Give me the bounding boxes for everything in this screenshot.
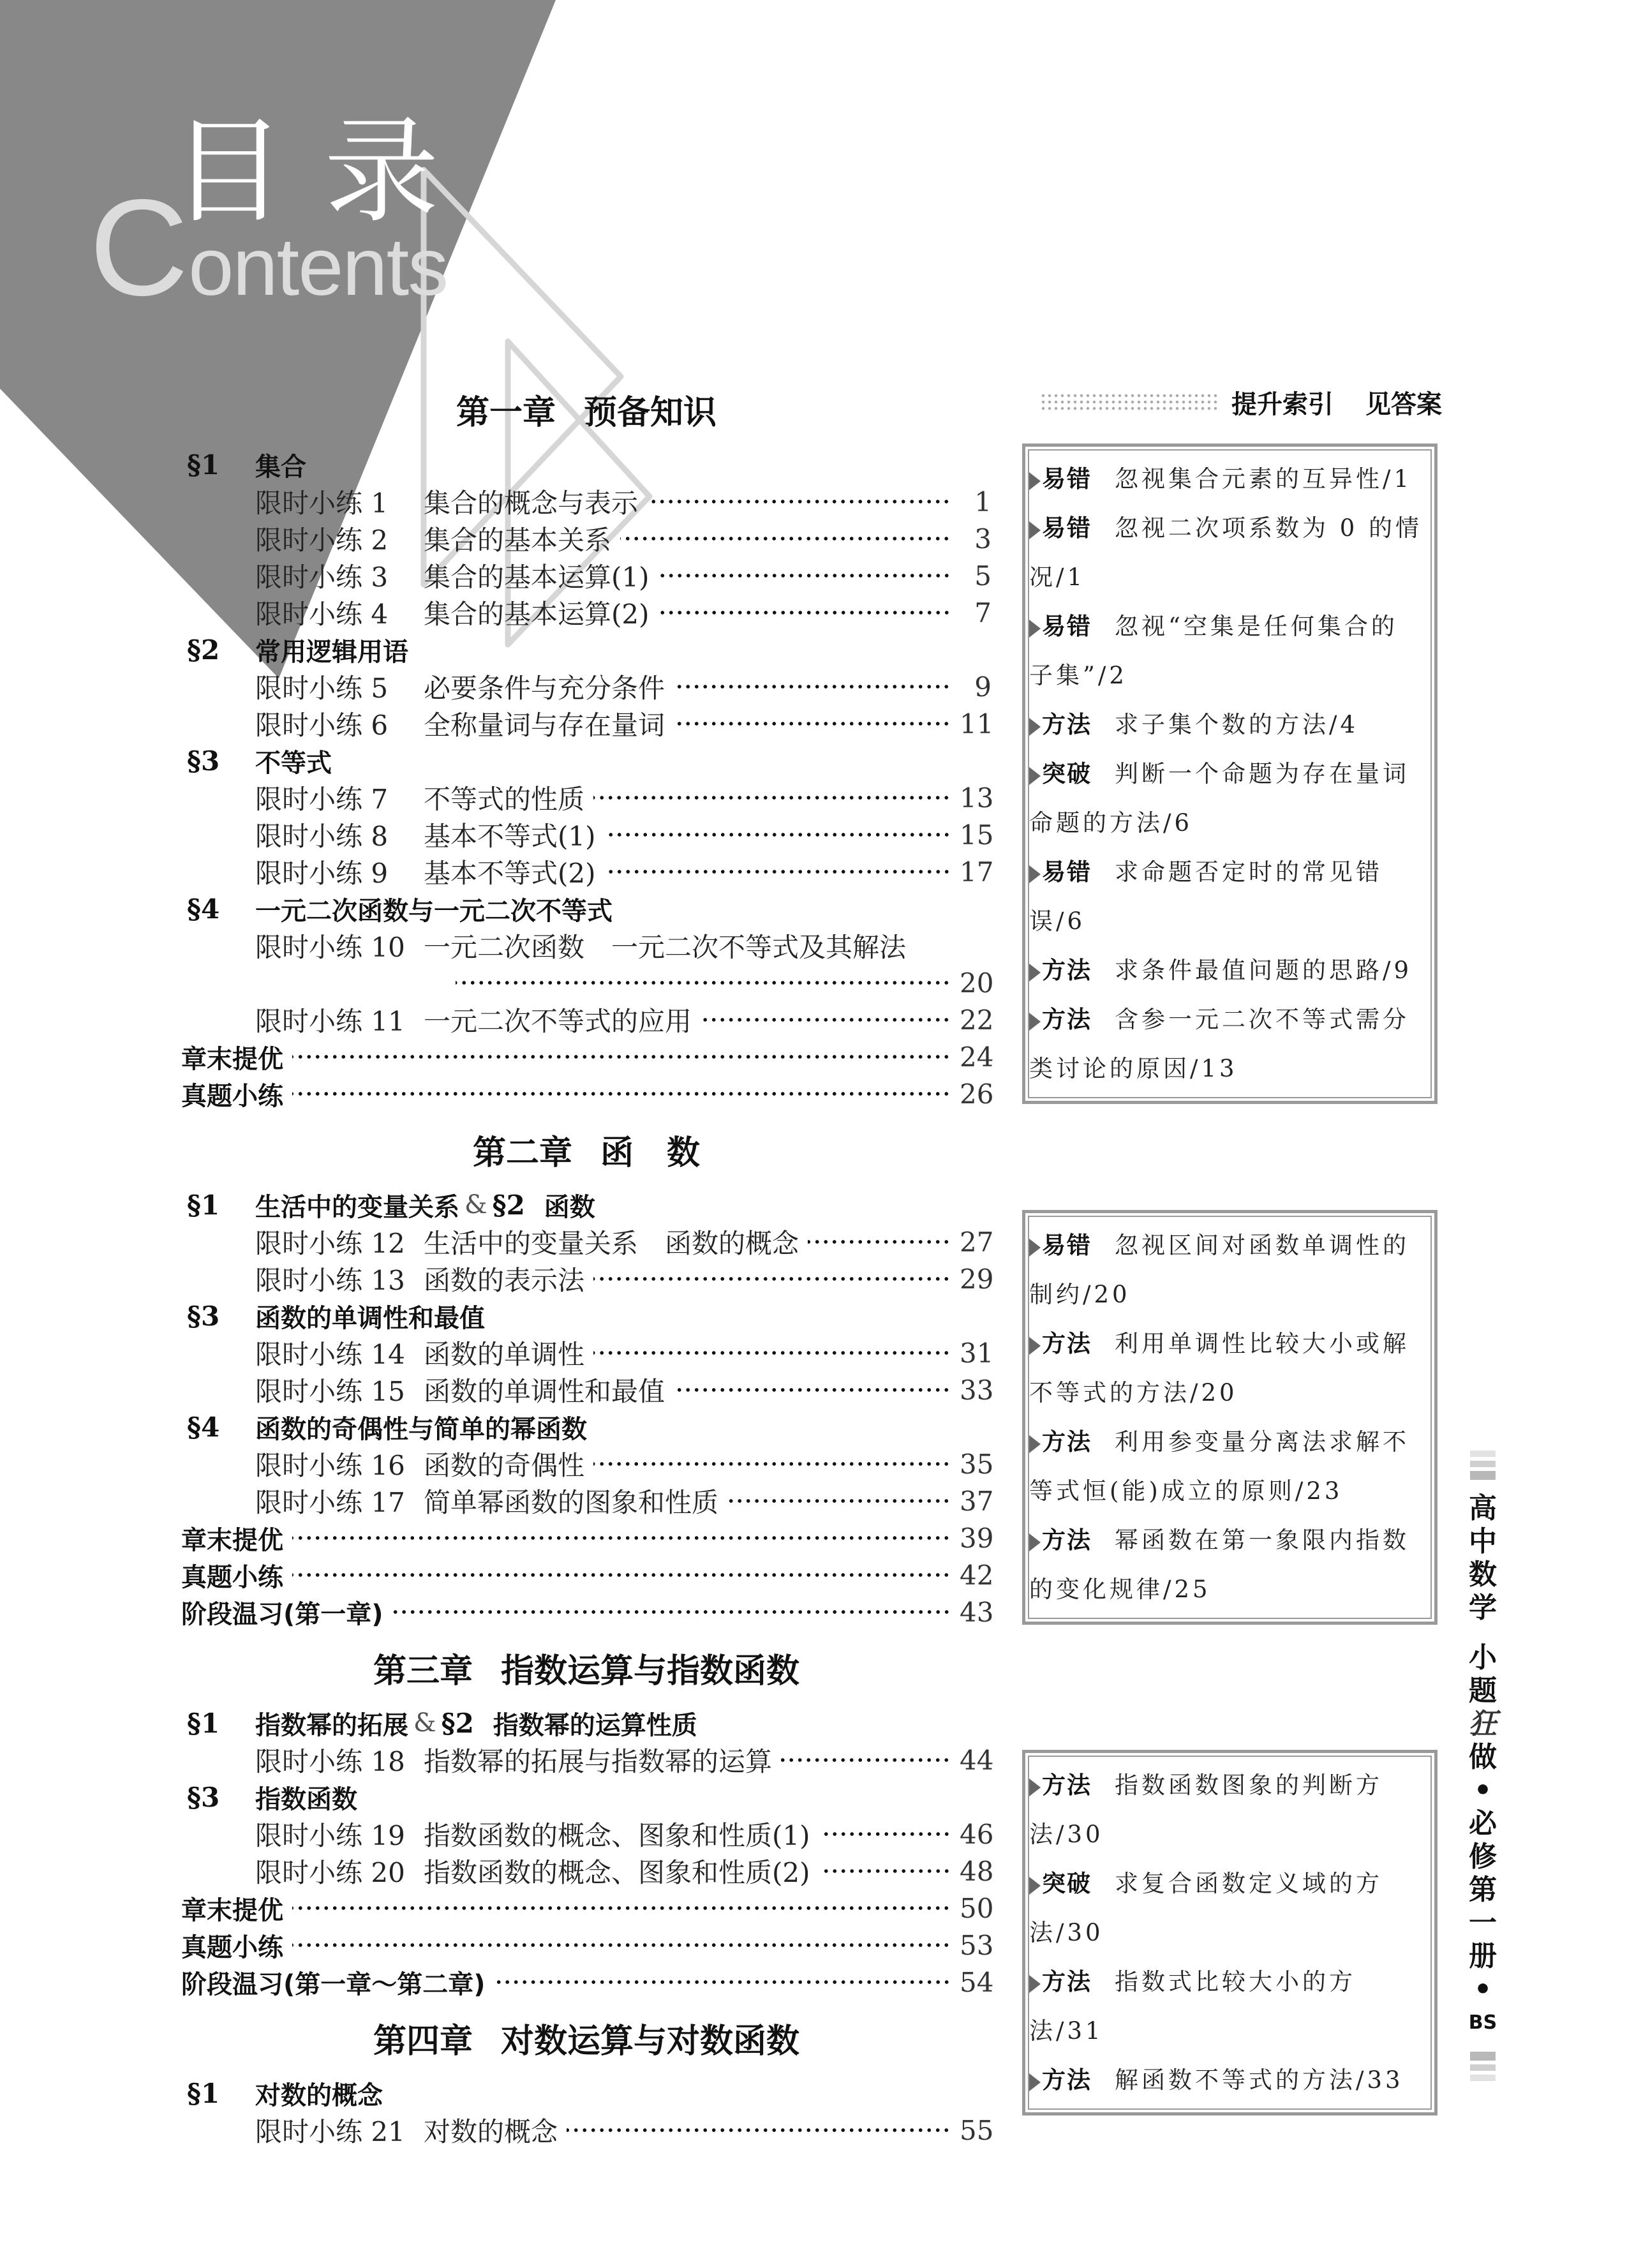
section-number: §4 — [187, 1411, 220, 1443]
chapter-title: 指数运算与指数函数 — [501, 1652, 800, 1690]
toc-entry[interactable] — [181, 853, 992, 890]
exercise-title: 指数函数的概念、图象和性质(1) — [424, 1820, 810, 1851]
index-tag: 方法 — [1042, 957, 1092, 984]
chapter-number: 第一章 — [456, 393, 556, 432]
section-number: §1 — [187, 1707, 220, 1739]
index-tag: 易错 — [1042, 465, 1092, 493]
exercise-label: 限时小练 16 — [255, 1450, 405, 1481]
ampersand: & — [464, 1190, 487, 1220]
index-header — [1040, 383, 1442, 421]
exercise-label: 限时小练 10 — [255, 932, 405, 963]
page-number: 13 — [960, 782, 994, 814]
toc-entry[interactable] — [181, 1519, 992, 1556]
index-entry[interactable] — [1029, 1516, 1424, 1614]
section-heading[interactable] — [181, 631, 992, 668]
triangle-bullet-icon — [1029, 767, 1041, 785]
dot-leader — [605, 832, 951, 838]
exercise-title: 必要条件与充分条件 — [424, 673, 665, 704]
section-title: 指数函数 — [255, 1784, 357, 1814]
spine-edition: BS — [1468, 2011, 1497, 2034]
section-number: §1 — [187, 449, 220, 481]
exercise-title: 函数的表示法 — [424, 1265, 585, 1296]
index-entry[interactable] — [1029, 1221, 1424, 1319]
index-entry[interactable] — [1029, 504, 1424, 602]
triangle-bullet-icon — [1029, 865, 1041, 883]
exercise-label: 限时小练 20 — [255, 1857, 405, 1888]
section-heading[interactable] — [181, 446, 992, 483]
dot-leader — [658, 609, 951, 616]
page-number: 24 — [960, 1041, 994, 1073]
index-tag: 易错 — [1042, 613, 1092, 640]
index-text: 忽视区间对函数单调性的制约/20 — [1029, 1232, 1409, 1308]
index-tag: 方法 — [1042, 1006, 1092, 1033]
table-of-contents — [181, 372, 992, 2149]
title-initial: C — [89, 170, 189, 324]
index-entry[interactable] — [1029, 1859, 1424, 1957]
section-title: 对数的概念 — [255, 2080, 383, 2110]
page-number: 11 — [960, 708, 994, 740]
entry-title: 真题小练 — [181, 1932, 283, 1962]
index-text: 求条件最值问题的思路/9 — [1115, 957, 1413, 984]
page-number: 46 — [960, 1818, 994, 1850]
index-text: 利用参变量分离法求解不等式恒(能)成立的原则/23 — [1029, 1428, 1409, 1505]
dot-leader — [808, 1239, 951, 1245]
index-box-chapter-1 — [1022, 444, 1438, 1104]
decor-bar — [1470, 2052, 1496, 2061]
page-title: 目录 — [171, 105, 478, 239]
dot-leader — [781, 1757, 951, 1763]
index-entry[interactable] — [1029, 602, 1424, 700]
toc-entry[interactable] — [181, 1742, 992, 1779]
index-tag: 突破 — [1042, 760, 1092, 787]
dot-leader — [819, 1868, 951, 1874]
index-entry[interactable] — [1029, 946, 1424, 995]
index-tag: 易错 — [1042, 1232, 1092, 1259]
section-number: §2 — [187, 634, 220, 666]
dot-leader — [593, 1461, 951, 1467]
index-box-chapter-2 — [1022, 1210, 1438, 1625]
exercise-title: 基本不等式(1) — [424, 821, 596, 852]
index-tag: 易错 — [1042, 858, 1092, 886]
exercise-label: 限时小练 2 — [255, 525, 389, 556]
triangle-bullet-icon — [1029, 1013, 1041, 1031]
index-text: 忽视“空集是任何集合的子集”/2 — [1029, 613, 1398, 689]
dot-leader — [292, 1091, 951, 1097]
index-text: 忽视集合元素的互异性/1 — [1115, 465, 1413, 493]
index-tag: 方法 — [1042, 1330, 1092, 1357]
triangle-bullet-icon — [1029, 2073, 1041, 2091]
page-number: 26 — [960, 1078, 994, 1110]
toc-entry[interactable] — [181, 1445, 992, 1482]
section-heading[interactable] — [181, 1779, 992, 1816]
dot-leader — [701, 1017, 951, 1023]
page-number: 29 — [960, 1263, 994, 1295]
page-number: 3 — [974, 523, 992, 555]
index-box-chapter-3 — [1022, 1750, 1438, 2115]
book-spine-title — [1465, 1449, 1501, 2083]
page-number: 55 — [960, 2114, 994, 2146]
dot-leader — [727, 1498, 951, 1504]
index-tag: 易错 — [1042, 514, 1092, 542]
page-number: 54 — [960, 1966, 994, 1998]
page-number: 53 — [960, 1929, 994, 1961]
triangle-bullet-icon — [1029, 1337, 1041, 1355]
toc-entry[interactable] — [181, 1964, 992, 2001]
section-heading[interactable] — [181, 1297, 992, 1334]
toc-entry[interactable] — [181, 557, 992, 594]
index-tag: 方法 — [1042, 1428, 1092, 1456]
section-number: §1 — [187, 2077, 220, 2109]
entry-title: 真题小练 — [181, 1081, 283, 1111]
page-number: 22 — [960, 1004, 994, 1036]
chapter-title: 预备知识 — [584, 393, 717, 432]
section-title: 函数的单调性和最值 — [255, 1303, 485, 1333]
index-entry[interactable] — [1029, 2055, 1424, 2105]
exercise-title: 集合的概念与表示 — [424, 488, 639, 519]
section-number: §1 — [187, 1189, 220, 1221]
index-tag: 方法 — [1042, 2066, 1092, 2094]
exercise-label: 限时小练 15 — [255, 1376, 405, 1407]
triangle-bullet-icon — [1029, 1779, 1041, 1796]
dot-leader — [567, 2127, 951, 2133]
index-tag: 突破 — [1042, 1870, 1092, 1897]
exercise-label: 限时小练 12 — [255, 1228, 405, 1259]
section-title: 生活中的变量关系 — [255, 1192, 459, 1222]
page-number: 42 — [960, 1559, 994, 1591]
spine-separator: • — [1473, 1973, 1492, 2006]
exercise-title: 全称量词与存在量词 — [424, 710, 665, 741]
toc-entry[interactable] — [181, 594, 992, 631]
dot-leader — [819, 1831, 951, 1837]
title-rest: ontents — [188, 221, 448, 313]
page-number: 17 — [960, 856, 994, 888]
dot-leader — [292, 1535, 951, 1541]
index-entry[interactable] — [1029, 995, 1424, 1093]
spine-subject — [1467, 1492, 1498, 1625]
index-entry[interactable] — [1029, 749, 1424, 847]
page-number: 50 — [960, 1892, 994, 1924]
toc-entry[interactable] — [181, 1556, 992, 1593]
exercise-title: 集合的基本关系 — [424, 525, 612, 556]
exercise-title: 一元二次函数 一元二次不等式及其解法 — [424, 932, 907, 963]
index-text: 忽视二次项系数为 0 的情况/1 — [1029, 514, 1423, 591]
dot-leader — [674, 720, 951, 727]
dot-leader — [593, 1350, 951, 1356]
toc-entry[interactable] — [181, 1038, 992, 1075]
triangle-bullet-icon — [1029, 521, 1041, 539]
entry-title: 章末提优 — [181, 1525, 283, 1555]
dot-leader — [658, 572, 951, 579]
index-tag: 方法 — [1042, 1968, 1092, 1996]
section-number: §2 — [441, 1707, 474, 1739]
section-number: §3 — [187, 1300, 220, 1332]
toc-entry[interactable] — [181, 705, 992, 742]
exercise-title: 对数的概念 — [424, 2116, 558, 2147]
spine-series-char: 题 — [1469, 1675, 1497, 1707]
page-number: 27 — [960, 1226, 994, 1258]
chapter-heading — [181, 372, 992, 446]
index-entry[interactable] — [1029, 1761, 1424, 1859]
exercise-title: 基本不等式(2) — [424, 858, 596, 889]
page-number: 33 — [960, 1374, 994, 1406]
index-entry[interactable] — [1029, 1417, 1424, 1516]
dot-leader — [647, 498, 951, 505]
toc-entry[interactable] — [181, 520, 992, 557]
triangle-bullet-icon — [1029, 1533, 1041, 1551]
dot-leader — [292, 1054, 951, 1060]
section-title: 函数 — [544, 1192, 595, 1222]
toc-entry[interactable] — [181, 1482, 992, 1519]
ampersand: & — [413, 1708, 436, 1738]
section-title: 一元二次函数与一元二次不等式 — [255, 896, 613, 926]
exercise-label: 限时小练 3 — [255, 562, 389, 593]
chapter-number: 第三章 — [373, 1652, 473, 1690]
dot-leader — [292, 1572, 951, 1578]
chapter-number: 第二章 — [472, 1133, 572, 1172]
dot-leader — [456, 980, 951, 986]
toc-entry[interactable] — [181, 1890, 992, 1927]
section-number: §3 — [187, 1781, 220, 1813]
exercise-label: 限时小练 21 — [255, 2116, 405, 2147]
exercise-title: 函数的奇偶性 — [424, 1450, 585, 1481]
page-number: 48 — [960, 1855, 994, 1887]
index-text: 幂函数在第一象限内指数的变化规律/25 — [1029, 1526, 1409, 1603]
page-number: 1 — [974, 486, 992, 518]
exercise-title: 指数函数的概念、图象和性质(2) — [424, 1857, 810, 1888]
section-title: 不等式 — [255, 748, 332, 778]
toc-entry[interactable] — [181, 779, 992, 816]
page-number: 15 — [960, 819, 994, 851]
spine-volume — [1467, 1807, 1498, 1973]
exercise-title: 函数的单调性和最值 — [424, 1376, 665, 1407]
page-number: 9 — [974, 671, 992, 703]
exercise-title: 一元二次不等式的应用 — [424, 1006, 692, 1037]
exercise-label: 限时小练 14 — [255, 1339, 405, 1370]
exercise-label: 限时小练 18 — [255, 1746, 405, 1777]
section-heading[interactable] — [181, 1408, 992, 1445]
entry-title: 阶段温习(第一章) — [181, 1599, 383, 1629]
toc-entry[interactable] — [181, 1927, 992, 1964]
index-text: 判断一个命题为存在量词命题的方法/6 — [1029, 760, 1409, 837]
page-number: 39 — [960, 1522, 994, 1554]
exercise-label: 限时小练 8 — [255, 821, 389, 852]
spine-series-char: 狂 — [1469, 1708, 1497, 1740]
section-number: §3 — [187, 745, 220, 777]
exercise-title: 简单幂函数的图象和性质 — [424, 1487, 719, 1518]
exercise-label: 限时小练 9 — [255, 858, 389, 889]
exercise-label: 限时小练 13 — [255, 1265, 405, 1296]
index-entry[interactable] — [1029, 1957, 1424, 2055]
chapter-title: 对数运算与对数函数 — [501, 2022, 800, 2061]
dot-leader — [674, 683, 951, 690]
index-tag: 方法 — [1042, 1526, 1092, 1554]
section-number: §2 — [492, 1189, 525, 1221]
dot-leader — [593, 795, 951, 801]
index-text: 含参一元二次不等式需分类讨论的原因/13 — [1029, 1006, 1409, 1082]
index-entry[interactable] — [1029, 1319, 1424, 1417]
exercise-label: 限时小练 17 — [255, 1487, 405, 1518]
dot-leader — [605, 869, 951, 875]
page-number: 31 — [960, 1337, 994, 1369]
index-tag: 方法 — [1042, 1772, 1092, 1799]
index-text: 指数式比较大小的方法/31 — [1029, 1968, 1356, 2045]
decor-bar — [1470, 2064, 1496, 2071]
index-label: 提升索引 — [1231, 389, 1334, 419]
toc-entry[interactable] — [181, 816, 992, 853]
dot-leader — [674, 1387, 951, 1393]
index-entry[interactable] — [1029, 700, 1424, 749]
exercise-label: 限时小练 7 — [255, 784, 389, 815]
spine-volume-text: 必修第一册 — [1469, 1807, 1497, 1973]
section-heading[interactable] — [181, 1186, 992, 1223]
toc-entry[interactable] — [181, 1001, 992, 1038]
decor-bar — [1470, 2075, 1496, 2081]
toc-entry[interactable] — [181, 1593, 992, 1630]
exercise-title: 生活中的变量关系 函数的概念 — [424, 1228, 799, 1259]
toc-entry[interactable] — [181, 1371, 992, 1408]
index-text: 指数函数图象的判断方法/30 — [1029, 1772, 1383, 1848]
index-entry[interactable] — [1029, 454, 1424, 504]
triangle-bullet-icon — [1029, 964, 1041, 981]
triangle-bullet-icon — [1029, 1975, 1041, 1993]
triangle-bullet-icon — [1029, 1435, 1041, 1453]
spine-series-char: 做 — [1469, 1741, 1497, 1773]
spine-series-char: 小 — [1469, 1641, 1497, 1674]
triangle-bullet-icon — [1029, 718, 1041, 736]
page-number: 44 — [960, 1744, 994, 1776]
index-text: 求子集个数的方法/4 — [1115, 711, 1359, 738]
triangle-bullet-icon — [1029, 1239, 1041, 1257]
triangle-bullet-icon — [1029, 472, 1041, 490]
entry-title: 章末提优 — [181, 1044, 283, 1074]
chapter-number: 第四章 — [373, 2022, 473, 2061]
spine-subject-text: 高中数学 — [1469, 1492, 1497, 1624]
toc-entry[interactable] — [181, 1260, 992, 1297]
decor-bar — [1470, 1461, 1496, 1467]
toc-entry[interactable] — [181, 927, 992, 964]
exercise-label: 限时小练 1 — [255, 488, 389, 519]
index-text: 解函数不等式的方法/33 — [1115, 2066, 1404, 2094]
chapter-heading — [181, 2001, 992, 2075]
toc-entry-continuation[interactable] — [181, 964, 992, 1001]
index-tag: 方法 — [1042, 711, 1092, 738]
section-title: 集合 — [255, 452, 306, 482]
dot-leader — [494, 1979, 951, 1985]
section-heading[interactable] — [181, 742, 992, 779]
triangle-bullet-icon — [1029, 620, 1041, 638]
entry-title: 阶段温习(第一章～第二章) — [181, 1969, 486, 1999]
toc-entry[interactable] — [181, 1075, 992, 1112]
dot-leader — [392, 1609, 951, 1615]
exercise-label: 限时小练 11 — [255, 1006, 405, 1037]
exercise-title: 集合的基本运算(2) — [424, 599, 650, 630]
chevron-pattern-icon — [1040, 392, 1220, 412]
section-number: §4 — [187, 893, 220, 925]
index-text: 求命题否定时的常见错误/6 — [1029, 858, 1383, 935]
exercise-label: 限时小练 6 — [255, 710, 389, 741]
answer-label: 见答案 — [1365, 389, 1442, 419]
index-entry[interactable] — [1029, 847, 1424, 946]
page-number: 20 — [960, 967, 994, 999]
page-number: 35 — [960, 1448, 994, 1480]
triangle-bullet-icon — [1029, 1877, 1041, 1895]
page-number: 37 — [960, 1485, 994, 1517]
toc-entry[interactable] — [181, 668, 992, 705]
section-title: 指数幂的运算性质 — [493, 1710, 697, 1740]
index-text: 利用单调性比较大小或解不等式的方法/20 — [1029, 1330, 1409, 1406]
toc-entry[interactable] — [181, 483, 992, 520]
entry-title: 真题小练 — [181, 1562, 283, 1592]
page-number: 7 — [974, 597, 992, 629]
chapter-heading — [181, 1630, 992, 1705]
exercise-title: 指数幂的拓展与指数幂的运算 — [424, 1746, 773, 1777]
section-title: 函数的奇偶性与简单的幂函数 — [255, 1414, 587, 1444]
dot-leader — [292, 1905, 951, 1911]
dot-leader — [620, 535, 951, 542]
toc-entry[interactable] — [181, 1816, 992, 1853]
exercise-label: 限时小练 4 — [255, 599, 389, 630]
entry-title: 章末提优 — [181, 1895, 283, 1925]
dot-leader — [593, 1276, 951, 1282]
page-number: 43 — [960, 1596, 994, 1628]
spine-separator: • — [1473, 1774, 1492, 1807]
exercise-title: 集合的基本运算(1) — [424, 562, 650, 593]
page-title-english — [89, 170, 448, 324]
exercise-title: 函数的单调性 — [424, 1339, 585, 1370]
toc-entry[interactable] — [181, 1223, 992, 1260]
chapter-title: 函 数 — [600, 1133, 701, 1172]
exercise-label: 限时小练 19 — [255, 1820, 405, 1851]
toc-entry[interactable] — [181, 1334, 992, 1371]
exercise-label: 限时小练 5 — [255, 673, 389, 704]
section-title: 常用逻辑用语 — [255, 637, 408, 667]
chapter-heading — [181, 1112, 992, 1186]
section-heading[interactable] — [181, 1705, 992, 1742]
toc-entry[interactable] — [181, 1853, 992, 1890]
section-heading[interactable] — [181, 890, 992, 927]
decor-bar — [1470, 1471, 1496, 1480]
dot-leader — [292, 1942, 951, 1948]
page-number: 5 — [974, 560, 992, 592]
section-heading[interactable] — [181, 2075, 992, 2112]
section-title: 指数幂的拓展 — [255, 1710, 408, 1740]
index-text: 求复合函数定义域的方法/30 — [1029, 1870, 1383, 1946]
toc-entry[interactable] — [181, 2112, 992, 2149]
exercise-title: 不等式的性质 — [424, 784, 585, 815]
decor-bar — [1470, 1451, 1496, 1457]
